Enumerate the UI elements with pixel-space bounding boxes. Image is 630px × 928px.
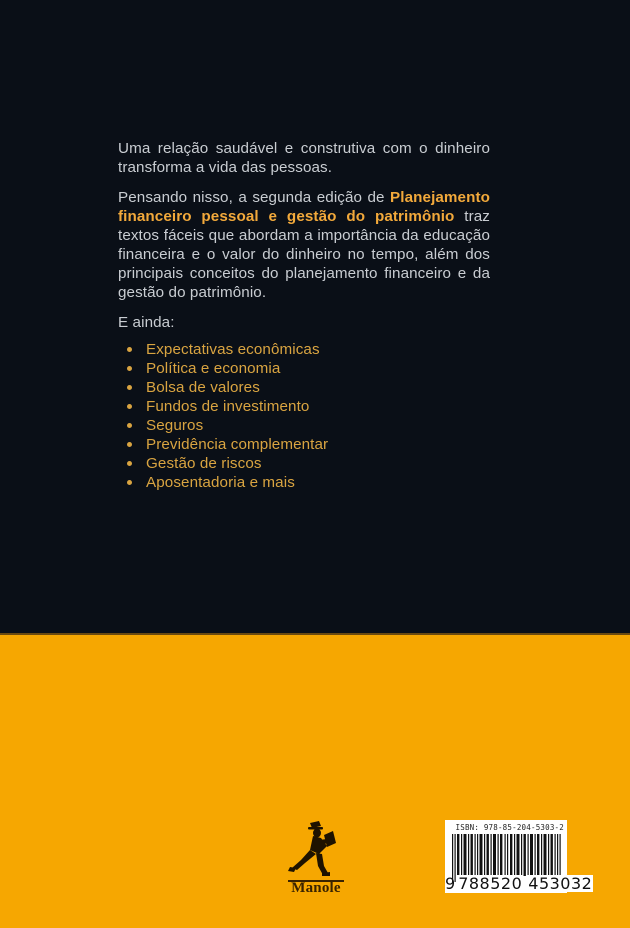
topic-label: Gestão de riscos [146,455,262,472]
bullet-dot-icon [127,461,132,466]
topic-label: Aposentadoria e mais [146,474,295,491]
list-item [118,473,490,492]
bullet-dot-icon [127,442,132,447]
bullet-dot-icon [127,347,132,352]
publisher-logo [283,818,349,896]
isbn-barcode [445,820,593,893]
list-item [118,378,490,397]
list-item [118,454,490,473]
bullet-dot-icon [127,423,132,428]
bullet-dot-icon [127,404,132,409]
topic-label: Previdência complementar [146,436,329,453]
list-item [118,397,490,416]
ean-right-group: 453032 [528,874,593,893]
topic-label: Política e economia [146,360,281,377]
description-prefix: Pensando nisso, a segunda edição de [118,189,391,206]
list-intro: E ainda: [118,314,175,331]
list-item [118,416,490,435]
description-paragraph [118,188,490,302]
bullet-dot-icon [127,480,132,485]
topic-label: Expectativas econômicas [146,341,320,358]
intro-paragraph: Uma relação saudável e construtiva com o dinheiro transforma a vida das pessoas. [118,140,490,176]
blurb-text-column [118,139,490,492]
bullet-dot-icon [127,385,132,390]
topic-label: Seguros [146,417,204,434]
topic-label: Bolsa de valores [146,379,260,396]
isbn-label: ISBN: 978-85-204-5303-2 [455,823,564,832]
list-item [118,359,490,378]
topic-label: Fundos de investimento [146,398,310,415]
ean-first-digit: 9 [445,874,456,893]
ean-digits [445,874,593,893]
list-item [118,435,490,454]
list-item [118,340,490,359]
running-man-reading-book-icon [283,818,349,880]
publisher-name: Manole [291,880,341,896]
ean-left-group: 788520 [458,874,523,893]
description-suffix: traz textos fáceis que abordam a importância da educação financeira e o valor do dinheiro no tempo, além dos principais conceitos do planejamento financeiro e da gestão do patrimônio. [118,208,490,301]
bullet-dot-icon [127,366,132,371]
topics-list [118,340,490,492]
book-title-highlight: Planejamento financeiro pessoal e gestão do patrimônio [118,189,490,225]
